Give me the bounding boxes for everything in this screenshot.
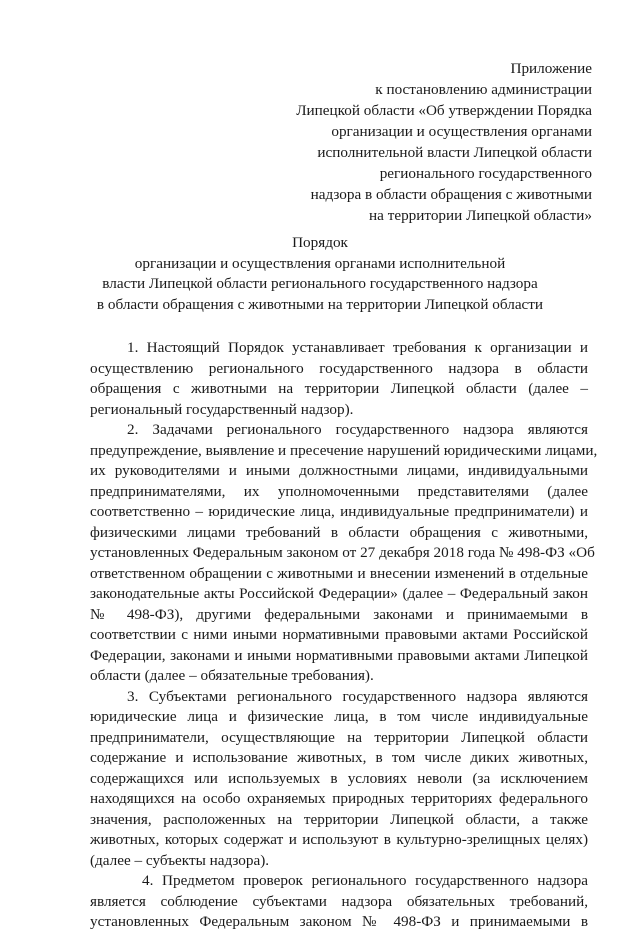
- text-line: (далее – субъекты надзора).: [90, 851, 270, 869]
- appendix-line: исполнительной власти Липецкой области: [317, 144, 592, 161]
- text-line: обращения с животными на территории Липецкой области (далее –: [90, 380, 588, 397]
- text-line: юридические лица и физические лица, в том числе индивидуальные: [90, 708, 588, 725]
- appendix-line: на территории Липецкой области»: [369, 207, 592, 224]
- text-line: животных, которых содержат и используют в культурно-зрелищных целях): [90, 831, 588, 848]
- text-line: установленных Федеральным законом № 498-ФЗ и принимаемыми в: [90, 913, 588, 930]
- text-line: 1. Настоящий Порядок устанавливает требования к организации и: [127, 339, 588, 356]
- text-line: 3. Субъектами регионального государственного надзора являются: [127, 687, 588, 705]
- text-line: 4. Предметом проверок регионального государственного надзора: [142, 872, 588, 889]
- text-line: № 498-ФЗ), другими федеральными законами и принимаемыми в: [90, 605, 588, 623]
- text-line: предприниматели, осуществляющие на территории Липецкой области: [90, 728, 588, 746]
- text-line: соответствии с ними иными нормативными правовыми актами Российской: [90, 626, 588, 643]
- appendix-line: организации и осуществления органами: [331, 123, 592, 140]
- text-line: соответственно – юридические лица, индивидуальные предприниматели) и: [90, 503, 588, 520]
- paragraph-3: [90, 687, 588, 872]
- appendix-line: к постановлению администрации: [375, 81, 592, 98]
- text-line: содержание и использование животных, в том числе диких животных,: [90, 749, 588, 766]
- text-line: значения, расположенных на территории Липецкой области, а также: [90, 810, 588, 828]
- text-line: 2. Задачами регионального государственного надзора являются: [127, 421, 588, 438]
- appendix-line: Липецкой области «Об утверждении Порядка: [296, 102, 592, 119]
- document-title: [0, 233, 640, 315]
- text-line: их руководителями и иными должностными лицами, индивидуальными: [90, 462, 588, 479]
- title-heading: Порядок: [292, 234, 348, 251]
- title-line: власти Липецкой области регионального государственного надзора: [102, 275, 538, 292]
- document-body: [90, 338, 598, 933]
- text-line: законодательные акты Российской Федерации» (далее – Федеральный закон: [90, 585, 588, 602]
- paragraph-2: [90, 420, 598, 687]
- text-line: физическими лицами требований в области обращения с животными,: [90, 523, 588, 541]
- text-line: области (далее – обязательные требования).: [90, 667, 374, 684]
- appendix-line: Приложение: [510, 60, 592, 77]
- text-line: осуществлению регионального государственного надзора в области: [90, 359, 588, 377]
- text-line: установленных Федеральным законом от 27 декабря 2018 года № 498-ФЗ «Об: [90, 544, 595, 561]
- appendix-line: надзора в области обращения с животными: [310, 186, 592, 203]
- paragraph-1: [90, 338, 588, 420]
- appendix-header: [272, 58, 592, 226]
- text-line: предпринимателями, их уполномоченными представителями (далее: [90, 482, 588, 500]
- text-line: Федерации, законами и иными нормативными правовыми актами Липецкой: [90, 646, 588, 664]
- title-line: в области обращения с животными на территории Липецкой области: [96, 295, 544, 313]
- text-line: является соблюдение субъектами надзора обязательных требований,: [90, 892, 588, 910]
- text-line: содержащихся или используемых в условиях неволи (за исключением: [90, 769, 588, 787]
- text-line: ответственном обращении с животными и внесении изменений в отдельные: [90, 564, 588, 582]
- paragraph-4: [90, 871, 588, 933]
- text-line: находящихся на особо охраняемых природных территориях федерального: [90, 790, 588, 807]
- title-line: организации и осуществления органами исполнительной: [134, 254, 506, 272]
- text-line: региональный государственный надзор).: [90, 400, 354, 418]
- text-line: предупреждение, выявление и пресечение нарушений юридическими лицами,: [90, 441, 598, 459]
- appendix-line: регионального государственного: [379, 165, 592, 182]
